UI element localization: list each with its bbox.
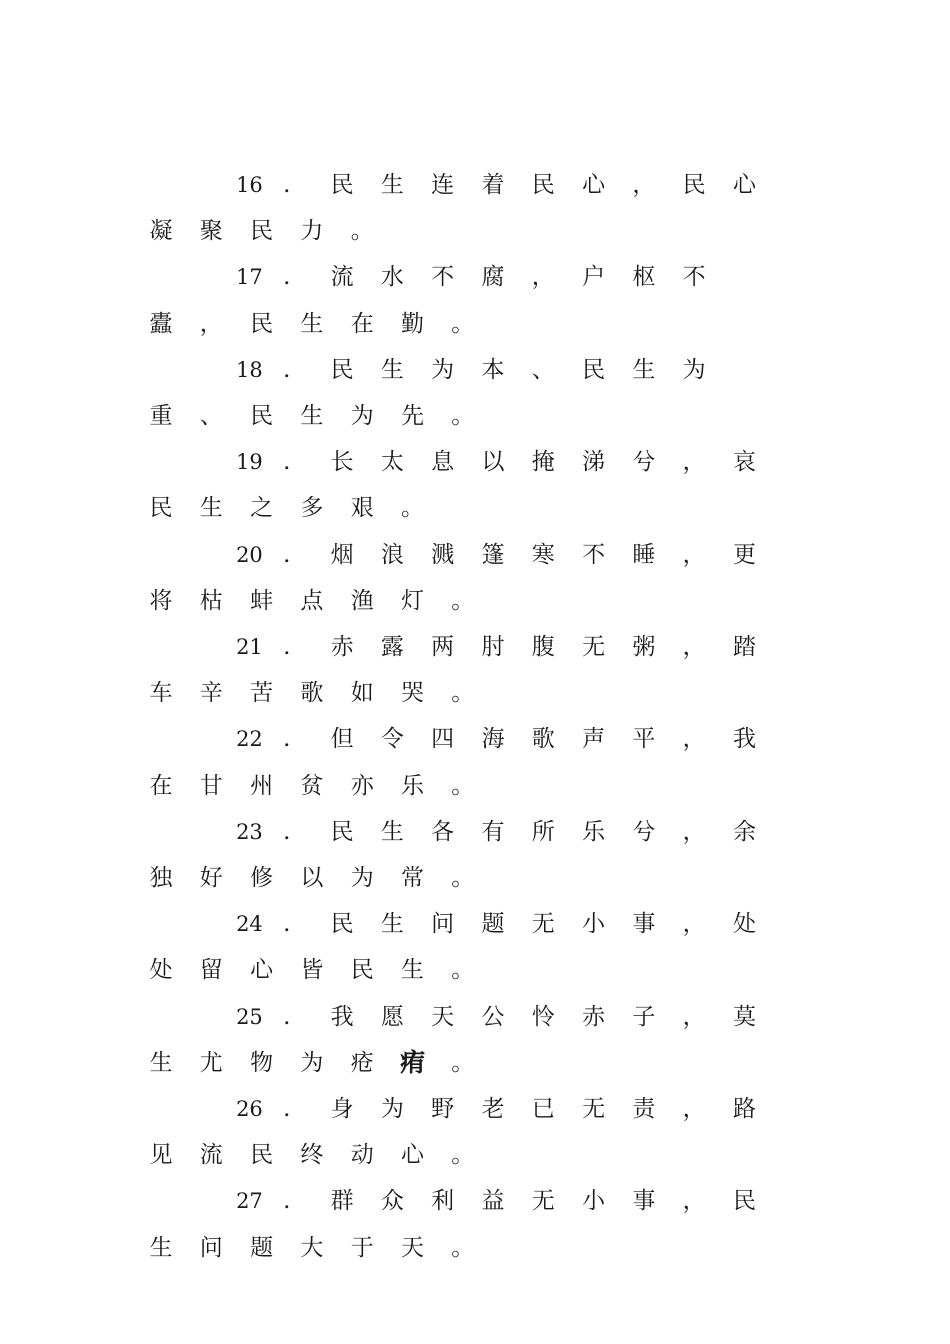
quote-char: 路 (732, 1096, 756, 1122)
quote-char: 民 (250, 402, 274, 429)
quote-item (0, 809, 950, 901)
quote-char: 息 (431, 449, 455, 476)
quote-char: 力 (300, 218, 324, 245)
quote-char: 无 (531, 911, 555, 938)
quote-char: 涕 (582, 449, 606, 476)
quote-char: 留 (199, 957, 223, 984)
quote-line-second (0, 947, 950, 993)
quote-item (0, 901, 950, 993)
quote-char: 莫 (732, 1003, 756, 1030)
quote-line-second (0, 1132, 950, 1178)
quote-char: 艰 (350, 495, 374, 522)
quote-char: 生 (380, 172, 404, 198)
quote-char: 生 (149, 1049, 173, 1076)
quote-char: ， (682, 1096, 706, 1122)
quote-char: 心 (582, 172, 606, 198)
quote-number: 26 (236, 1097, 263, 1121)
quote-char: 兮 (632, 449, 656, 476)
quote-char: 贫 (300, 772, 324, 799)
quote-char: 于 (350, 1234, 374, 1261)
quote-item (0, 532, 950, 624)
quote-line-first (0, 162, 950, 208)
quote-char: 见 (149, 1142, 173, 1169)
quote-char: 灯 (401, 587, 424, 614)
quote-char: 车 (149, 680, 173, 707)
quote-line-first (0, 439, 950, 485)
quote-char: 令 (380, 726, 404, 753)
quote-char: 腐 (481, 264, 505, 291)
quote-char: 独 (149, 864, 173, 891)
quote-char: 为 (431, 356, 455, 383)
quote-char: 辛 (199, 680, 223, 707)
quote-char: ， (199, 310, 223, 337)
quote-char: 蠹 (149, 310, 173, 337)
quote-char: 渔 (350, 587, 374, 614)
quote-line-second (0, 1040, 950, 1086)
quote-char: 着 (481, 172, 505, 198)
quote-line-first (0, 716, 950, 762)
quote-char: 流 (199, 1142, 223, 1169)
quote-char: 肘 (481, 634, 505, 660)
quote-char: 好 (199, 864, 223, 891)
quote-char: 枢 (632, 264, 656, 291)
quote-number-separator: . (283, 449, 291, 476)
quote-char: 民 (149, 495, 173, 522)
quote-number-separator: . (283, 1003, 291, 1030)
quote-char: 生 (300, 310, 324, 337)
quote-char: 流 (330, 264, 354, 291)
quote-char: 溅 (431, 541, 455, 568)
quote-char: 民 (330, 356, 354, 383)
quote-line-first (0, 901, 950, 947)
quote-char: 本 (481, 356, 505, 383)
quote-char: 勤 (401, 310, 424, 337)
quote-char: 无 (531, 1188, 555, 1215)
quote-char: 无 (582, 634, 606, 660)
quote-item (0, 716, 950, 808)
quote-char: 民 (531, 172, 555, 198)
quote-item (0, 624, 950, 716)
quote-char: 如 (350, 680, 374, 707)
quote-line-first (0, 347, 950, 393)
quote-char: 天 (401, 1234, 424, 1261)
quote-char: 连 (431, 172, 455, 198)
quote-char: 民 (582, 356, 606, 383)
quote-char: 。 (451, 587, 475, 614)
quote-char: ， (531, 264, 555, 291)
quote-char: 不 (582, 541, 606, 568)
quote-char: 掩 (531, 449, 555, 476)
quote-char: 苦 (250, 680, 274, 707)
quote-char: 重 (149, 402, 173, 429)
quote-char: 生 (380, 818, 404, 845)
quote-char: 在 (350, 310, 374, 337)
quote-char: 小 (582, 911, 606, 938)
quote-line-second (0, 393, 950, 439)
quote-char: 天 (431, 1003, 455, 1030)
quote-char: 为 (682, 356, 706, 383)
quote-char: 利 (431, 1188, 455, 1215)
quote-char: 露 (380, 634, 404, 660)
quote-char: 皆 (300, 957, 324, 984)
quote-char: 民 (682, 172, 706, 198)
quote-char: 物 (250, 1049, 274, 1076)
quote-char: 民 (330, 172, 354, 198)
quote-line-first (0, 254, 950, 300)
quote-char: 生 (401, 957, 424, 984)
quote-char: 水 (380, 264, 404, 291)
quote-char: 哭 (401, 680, 424, 707)
quote-char: 民 (250, 1142, 274, 1169)
quote-char: 生 (300, 402, 324, 429)
quote-char: 。 (451, 1234, 475, 1261)
quote-char: ， (682, 1003, 706, 1030)
quote-char: 踏 (732, 634, 756, 660)
quote-char: 题 (250, 1234, 274, 1261)
quote-char: ， (682, 1188, 706, 1215)
quote-char: 所 (531, 818, 555, 845)
quote-char: 各 (431, 818, 455, 845)
quote-char: 民 (330, 818, 354, 845)
quote-char: 题 (481, 911, 505, 938)
quote-item (0, 347, 950, 439)
quote-char: ， (682, 449, 706, 476)
quote-line-second (0, 763, 950, 809)
quote-char: 以 (481, 449, 505, 476)
quote-number-separator: . (283, 356, 291, 383)
quote-line-first (0, 994, 950, 1040)
quote-char: 民 (732, 1188, 756, 1215)
quote-item (0, 994, 950, 1086)
quote-char: 愿 (380, 1003, 404, 1030)
quote-char: ， (632, 172, 656, 198)
quote-char: 大 (300, 1234, 324, 1261)
quote-char: 烟 (330, 541, 354, 568)
quote-char: 怜 (531, 1003, 555, 1030)
quote-char: 。 (451, 310, 475, 337)
quote-char: 为 (300, 1049, 324, 1076)
quote-char: ， (682, 541, 706, 568)
quote-char: 生 (380, 356, 404, 383)
quote-line-first (0, 809, 950, 855)
quote-char: 群 (330, 1188, 354, 1215)
quote-char: 心 (250, 957, 274, 984)
quote-char: 赤 (582, 1003, 606, 1030)
quote-char: 不 (431, 264, 455, 291)
quote-char: 户 (582, 264, 606, 291)
quote-char: 老 (481, 1096, 505, 1122)
quote-char: 我 (732, 726, 756, 753)
quote-char: 生 (149, 1234, 173, 1261)
quote-line-second (0, 578, 950, 624)
quote-item (0, 1086, 950, 1178)
quote-number: 25 (236, 1004, 263, 1029)
quote-char: 声 (582, 726, 606, 753)
quote-char: 赤 (330, 634, 354, 660)
quote-char: 粥 (632, 634, 656, 660)
quote-line-second (0, 1225, 950, 1271)
quote-char: 我 (330, 1003, 354, 1030)
quote-char: 。 (451, 864, 475, 891)
quote-number: 16 (236, 173, 263, 197)
quote-line-second (0, 208, 950, 254)
quote-char: 。 (451, 957, 475, 984)
quote-char: 无 (582, 1096, 606, 1122)
quote-number: 27 (236, 1189, 263, 1214)
quote-char: 聚 (199, 218, 223, 245)
quote-char: 浪 (380, 541, 404, 568)
quote-char: 平 (632, 726, 656, 753)
quote-char: 长 (330, 449, 354, 476)
quote-char: 。 (451, 1049, 475, 1076)
quote-char: 。 (451, 402, 475, 429)
quote-item (0, 1178, 950, 1270)
quote-char: 众 (380, 1188, 404, 1215)
quote-number-separator: . (283, 264, 291, 291)
quote-line-first (0, 1178, 950, 1224)
quote-char: 处 (732, 911, 756, 938)
quote-char: 问 (431, 911, 455, 938)
quote-number-separator: . (283, 634, 291, 660)
quote-char: 腹 (531, 634, 555, 660)
quote-char: 寒 (531, 541, 555, 568)
quote-char: 更 (732, 541, 756, 568)
quote-line-second (0, 485, 950, 531)
quote-line-first (0, 624, 950, 670)
quote-char: 。 (451, 772, 475, 799)
quote-line-first (0, 1086, 950, 1132)
quote-char: 多 (300, 495, 324, 522)
quote-char: 歌 (531, 726, 555, 753)
quote-line-second (0, 855, 950, 901)
quote-char: 尤 (199, 1049, 223, 1076)
quote-char: 歌 (300, 680, 324, 707)
quote-char: 民 (330, 911, 354, 938)
quote-char: 哀 (732, 449, 756, 476)
quote-char: ， (682, 634, 706, 660)
quote-char: 两 (431, 634, 455, 660)
quote-char: 。 (350, 218, 374, 245)
quote-char: 亦 (350, 772, 374, 799)
quote-char: 。 (401, 495, 424, 522)
quote-char: ， (682, 818, 706, 845)
quote-char: 但 (330, 726, 354, 753)
quote-number-separator: . (283, 541, 291, 568)
quote-char: 篷 (481, 541, 505, 568)
quote-number: 19 (236, 450, 263, 475)
quote-char: 之 (250, 495, 274, 522)
quote-char: 四 (431, 726, 455, 753)
quote-char: 先 (401, 402, 424, 429)
quote-char: 生 (380, 911, 404, 938)
quote-number: 24 (236, 912, 263, 937)
quote-char: 事 (632, 911, 656, 938)
quote-char: 甘 (199, 772, 223, 799)
quote-char: 疮 (350, 1049, 374, 1076)
quote-char: 睡 (632, 541, 656, 568)
quote-char: 公 (481, 1003, 505, 1030)
quote-char: 生 (199, 495, 223, 522)
quote-number: 21 (236, 635, 263, 659)
quote-char: 不 (682, 264, 706, 291)
quote-char: 点 (300, 587, 324, 614)
quote-char: 责 (632, 1096, 656, 1122)
quote-char: 为 (350, 864, 374, 891)
quote-char: 问 (199, 1234, 223, 1261)
quote-char: 身 (330, 1096, 354, 1122)
quote-char: 为 (350, 402, 374, 429)
quote-char: 民 (250, 218, 274, 245)
quote-number-separator: . (283, 1096, 291, 1122)
quote-char: 动 (350, 1142, 374, 1169)
quote-char: 修 (250, 864, 274, 891)
quote-number: 17 (236, 265, 263, 290)
quote-item (0, 254, 950, 346)
quote-char: 生 (632, 356, 656, 383)
quote-char: 益 (481, 1188, 505, 1215)
quote-number: 23 (236, 819, 263, 844)
quote-char: 、 (199, 402, 223, 429)
quote-item (0, 439, 950, 531)
quote-number-separator: . (283, 172, 291, 198)
quote-char: 枯 (199, 587, 223, 614)
quote-line-first (0, 532, 950, 578)
quote-char: 子 (632, 1003, 656, 1030)
quote-char: 小 (582, 1188, 606, 1215)
quote-char: 余 (732, 818, 756, 845)
quote-char: 。 (451, 1142, 475, 1169)
quote-char: 蚌 (250, 587, 274, 614)
quote-char: 民 (250, 310, 274, 337)
quote-char: 以 (300, 864, 324, 891)
quote-number: 18 (236, 357, 263, 382)
quote-char: 。 (451, 680, 475, 707)
quote-char: 民 (350, 957, 374, 984)
quote-number: 20 (236, 542, 263, 567)
quote-number-separator: . (283, 1188, 291, 1215)
quote-number: 22 (236, 727, 263, 752)
quote-char: 心 (732, 172, 756, 198)
quote-number-separator: . (283, 911, 291, 938)
quote-char: 、 (531, 356, 555, 383)
quote-char: 已 (531, 1096, 555, 1122)
quote-char: ， (682, 911, 706, 938)
quote-char: 野 (431, 1096, 455, 1122)
quote-char: 将 (149, 587, 173, 614)
quote-char: 事 (632, 1188, 656, 1215)
quote-char: 凝 (149, 218, 173, 245)
quote-item (0, 162, 950, 254)
quote-char: 有 (481, 818, 505, 845)
quote-char: 为 (380, 1096, 404, 1122)
quote-char: 乐 (401, 772, 424, 799)
quote-char: 终 (300, 1142, 324, 1169)
quote-char: ， (682, 726, 706, 753)
quote-line-second (0, 301, 950, 347)
quote-line-second (0, 670, 950, 716)
quote-char: 在 (149, 772, 173, 799)
quote-char: 太 (380, 449, 404, 476)
quote-char: 兮 (632, 818, 656, 845)
quote-char: 州 (250, 772, 274, 799)
quote-number-separator: . (283, 726, 291, 753)
quote-char: 心 (401, 1142, 424, 1169)
quote-char: 海 (481, 726, 505, 753)
quote-char: 乐 (582, 818, 606, 845)
quote-char: 常 (401, 864, 424, 891)
quote-char: 处 (149, 957, 173, 984)
quote-char: 痏 (399, 1047, 425, 1077)
quote-number-separator: . (283, 818, 291, 845)
